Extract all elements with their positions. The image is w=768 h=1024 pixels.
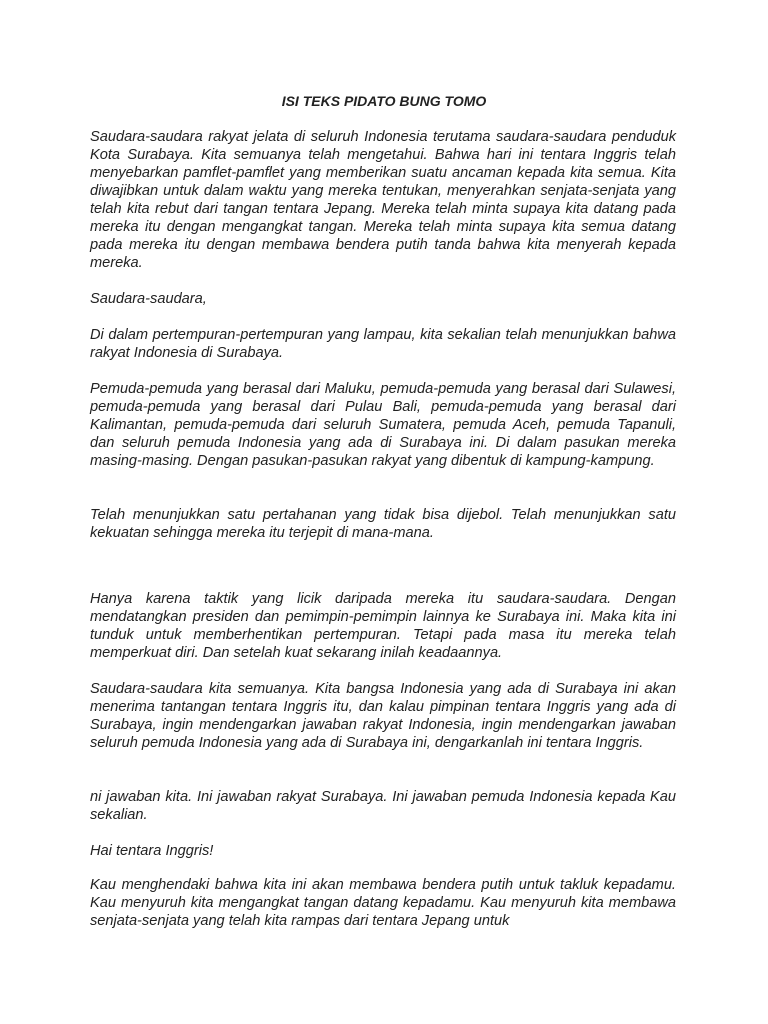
paragraph-8: ni jawaban kita. Ini jawaban rakyat Surabaya. Ini jawaban pemuda Indonesia kepada Kau sekalian.	[90, 789, 676, 823]
paragraph-4: Pemuda-pemuda yang berasal dari Maluku, pemuda-pemuda yang berasal dari Sulawesi, pemuda-pemuda yang berasal dari Pulau Bali, pemuda-pemuda yang berasal dari Kalimantan, pemuda-pemuda dari seluruh Sumatera, pemuda Aceh, pemuda Tapanuli, dan seluruh pemuda Indonesia yang ada di Surabaya ini. Di dalam pasukan mereka masing-masing. Dengan pasukan-pasukan rakyat yang dibentuk di kampung-kampung.	[90, 381, 676, 469]
paragraph-2: Saudara-saudara,	[90, 291, 207, 307]
document-title: ISI TEKS PIDATO BUNG TOMO	[281, 93, 487, 109]
paragraph-3: Di dalam pertempuran-pertempuran yang lampau, kita sekalian telah menunjukkan bahwa rakyat Indonesia di Surabaya.	[90, 327, 676, 361]
paragraph-9: Hai tentara Inggris!	[90, 843, 214, 859]
paragraph-5: Telah menunjukkan satu pertahanan yang tidak bisa dijebol. Telah menunjukkan satu kekuatan sehingga mereka itu terjepit di mana-mana.	[90, 507, 676, 541]
paragraph-7: Saudara-saudara kita semuanya. Kita bangsa Indonesia yang ada di Surabaya ini akan menerima tantangan tentara Inggris itu, dan kalau pimpinan tentara Inggris yang ada di Surabaya, ingin mendengarkan jawaban rakyat Indonesia, ingin mendengarkan jawaban seluruh pemuda Indonesia yang ada di Surabaya ini, dengarkanlah ini tentara Inggris.	[90, 681, 676, 751]
paragraph-10: Kau menghendaki bahwa kita ini akan membawa bendera putih untuk takluk kepadamu. Kau menyuruh kita mengangkat tangan datang kepadamu. Kau menyuruh kita membawa senjata-senjata yang telah kita rampas dari tentara Jepang untuk	[90, 877, 676, 929]
paragraph-1: Saudara-saudara rakyat jelata di seluruh Indonesia terutama saudara-saudara penduduk Kota Surabaya. Kita semuanya telah mengetahui. Bahwa hari ini tentara Inggris telah menyebarkan pamflet-pamflet yang memberikan suatu ancaman kepada kita semua. Kita diwajibkan untuk dalam waktu yang mereka tentukan, menyerahkan senjata-senjata yang telah kita rebut dari tangan tentara Jepang. Mereka telah minta supaya kita datang pada mereka itu dengan mengangkat tangan. Mereka telah minta supaya kita semua datang pada mereka itu dengan membawa bendera putih tanda bahwa kita menyerah kepada mereka.	[90, 129, 676, 271]
paragraph-6: Hanya karena taktik yang licik daripada mereka itu saudara-saudara. Dengan mendatangkan presiden dan pemimpin-pemimpin lainnya ke Surabaya ini. Maka kita ini tunduk untuk memberhentikan pertempuran. Tetapi pada masa itu mereka telah memperkuat diri. Dan setelah kuat sekarang inilah keadaannya.	[90, 591, 676, 661]
